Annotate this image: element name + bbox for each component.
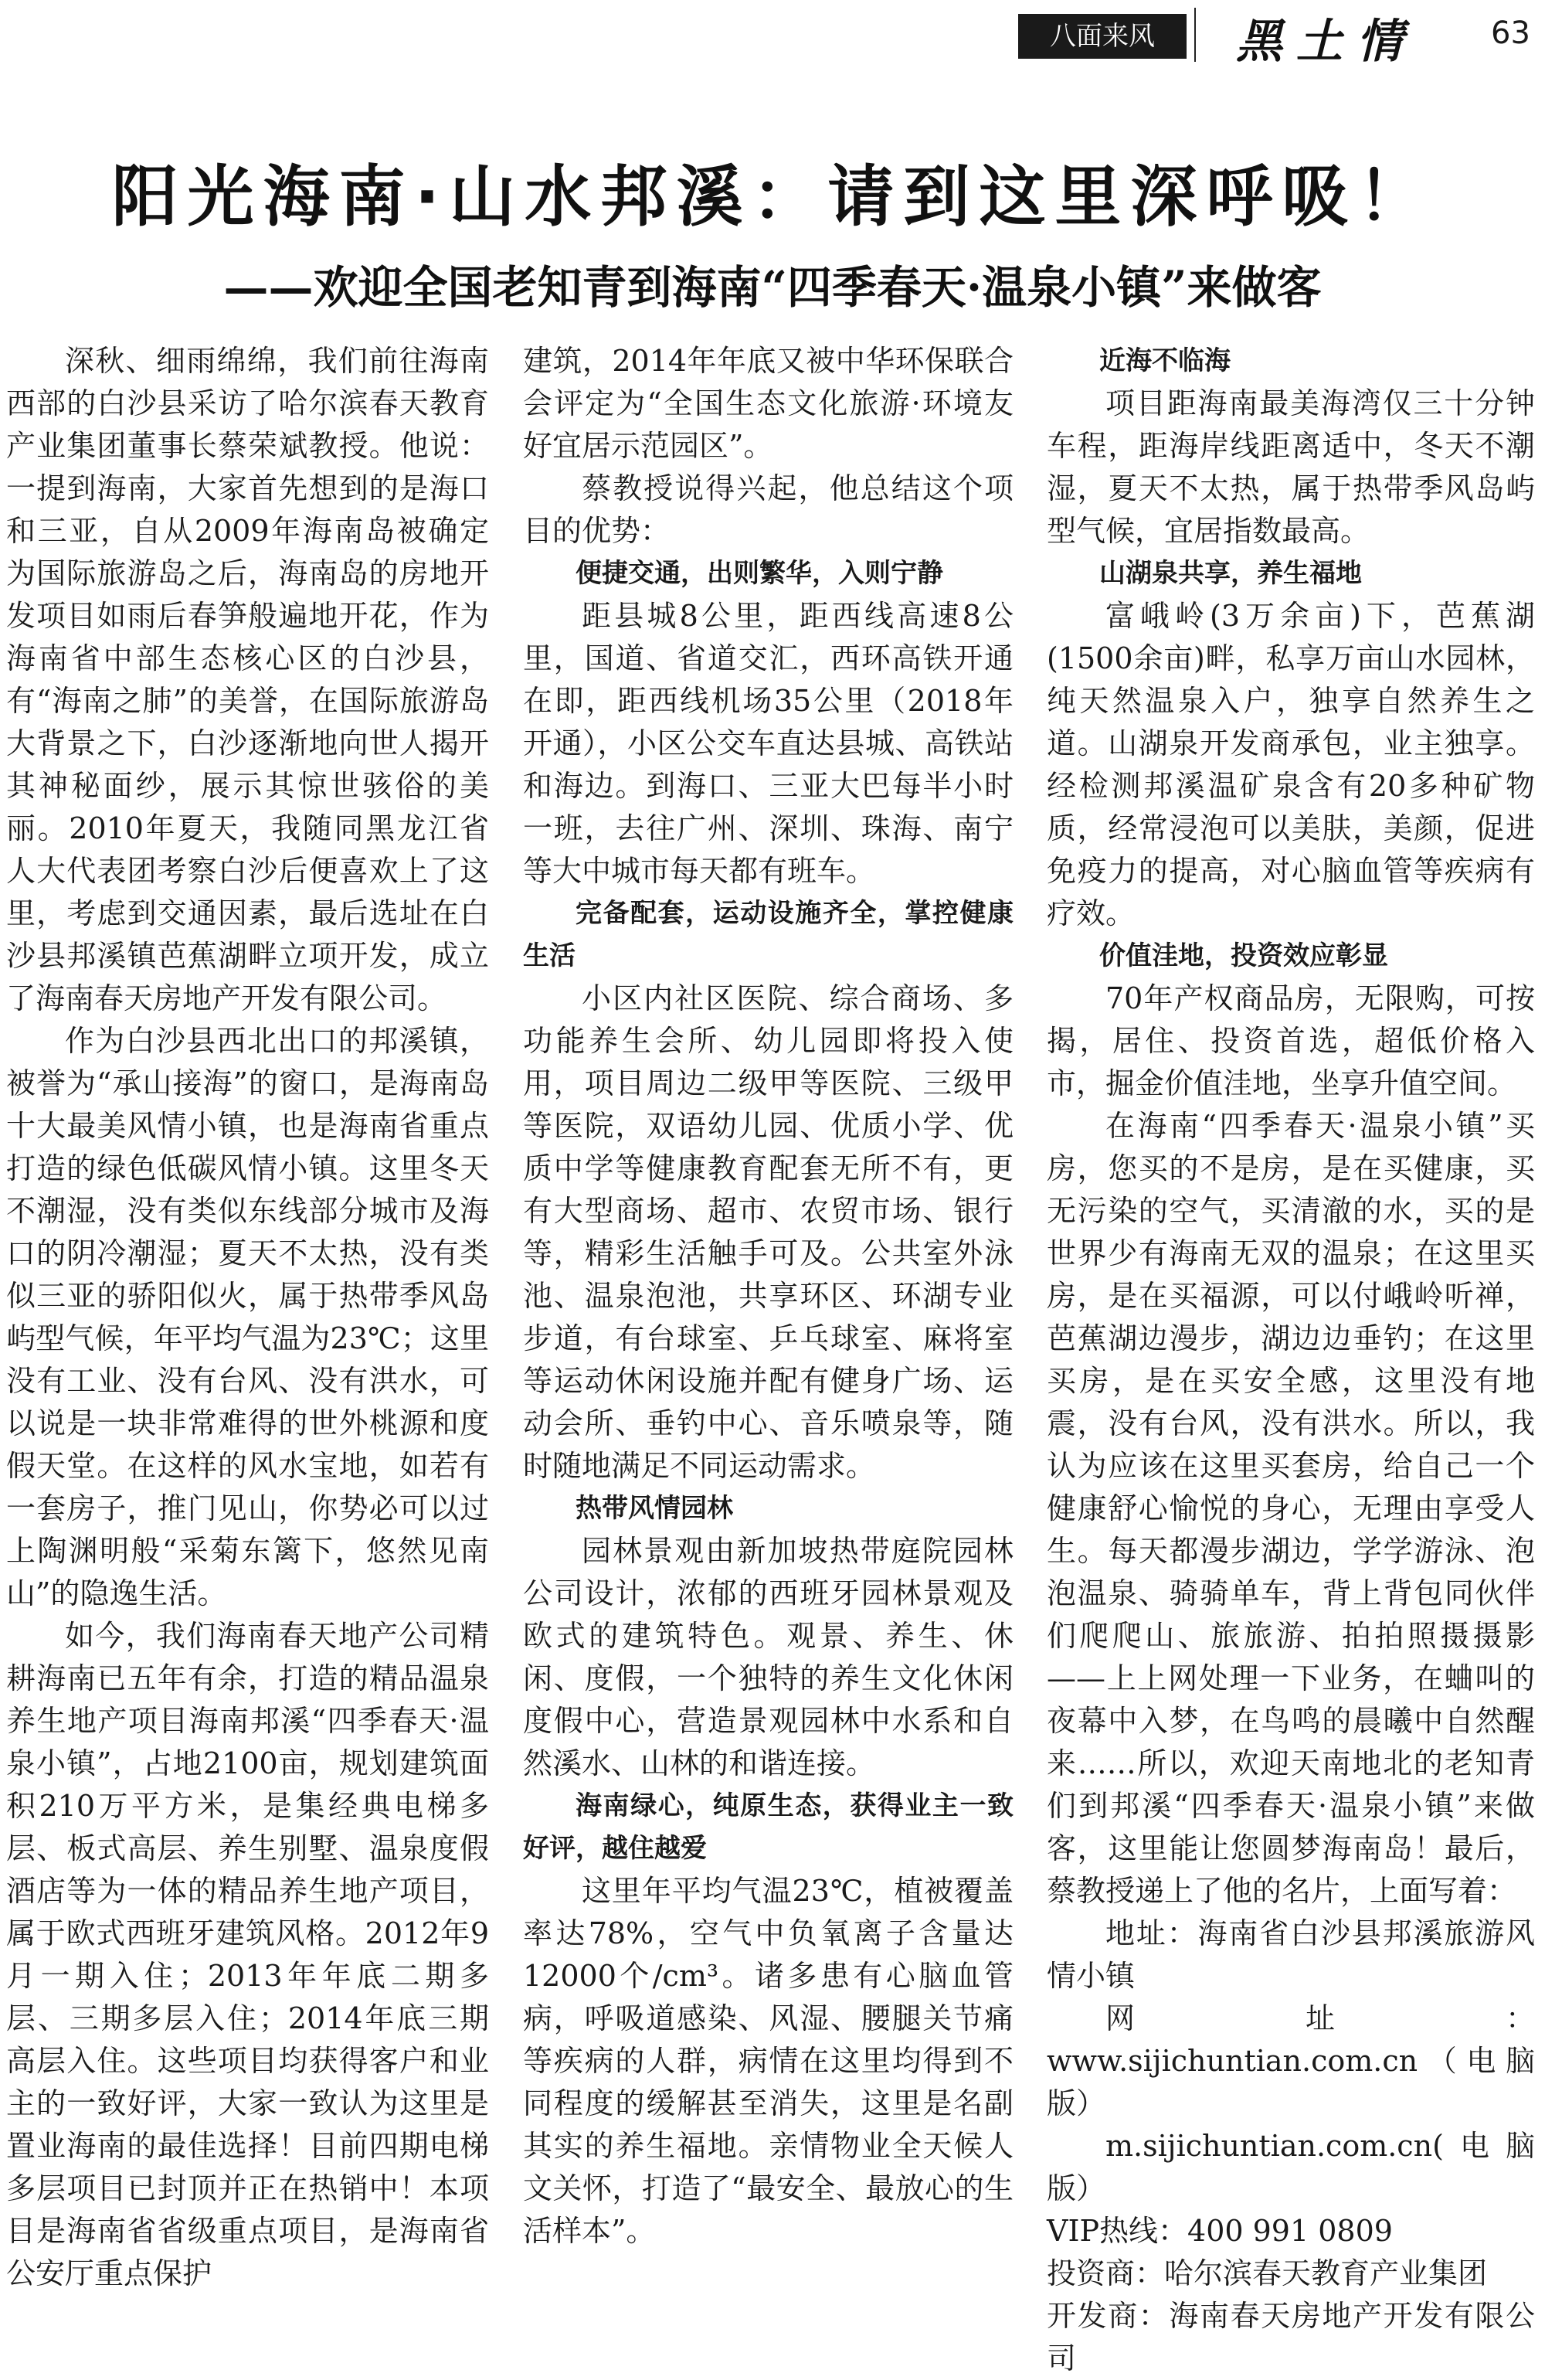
paragraph: 蔡教授说得兴起，他总结这个项目的优势：	[523, 471, 1014, 548]
section-heading: 海南绿心，纯原生态，获得业主一致好评，越住越爱	[523, 1790, 1014, 1864]
article-title: 阳光海南·山水邦溪：请到这里深呼吸！	[111, 158, 1434, 236]
paragraph: 小区内社区医院、综合商场、多功能养生会所、幼儿园即将投入使用，项目周边二级甲等医院、三级甲等医院，双语幼儿园、优质小学、优质中学等健康教育配套无所不有，更有大型商场、超市、农贸市场、银行等，精彩生活触手可及。公共室外泳池、温泉泡池，共享环区、环湖专业步道，有台球室、乒乓球室、麻将室等运动休闲设施并配有健身广场、运动会所、垂钓中心、音乐喷泉等，随时随地满足不同运动需求。	[523, 981, 1014, 1483]
article-subtitle: ——欢迎全国老知青到海南“四季春天·温泉小镇”来做客	[223, 261, 1322, 314]
article-body	[0, 340, 1545, 2375]
paragraph: 作为白沙县西北出口的邦溪镇，被誉为“承山接海”的窗口，是海南岛十大最美风情小镇，也是海南省重点打造的绿色低碳风情小镇。这里冬天不潮湿，没有类似东线部分城市及海口的阴冷潮湿；夏天不太热，没有类似三亚的骄阳似火，属于热带季风岛屿型气候，年平均气温为23℃；这里没有工业、没有台风、没有洪水，可以说是一块非常难得的世外桃源和度假天堂。在这样的风水宝地，如若有一套房子，推门见山，你势必可以过上陶渊明般“采菊东篱下，悠然见南山”的隐逸生活。	[6, 1024, 489, 1610]
column-1	[6, 340, 489, 2295]
section-heading: 便捷交通，出则繁华，入则宁静	[576, 558, 943, 589]
paragraph: 建筑，2014年年底又被中华环保联合会评定为“全国生态文化旅游·环境友好宜居示范园区”。	[523, 344, 1014, 463]
contact-developer: 开发商：海南春天房地产开发有限公司	[1047, 2299, 1535, 2375]
paragraph: 园林景观由新加坡热带庭院园林公司设计，浓郁的西班牙园林景观及欧式的建筑特色。观景、养生、休闲、度假，一个独特的养生文化休闲度假中心，营造景观园林中水系和自然溪水、山林的和谐连接。	[523, 1534, 1014, 1780]
contact-investor: 投资商：哈尔滨春天教育产业集团	[1047, 2256, 1488, 2290]
masthead-logo: 黑土情	[1236, 15, 1417, 69]
paragraph: 富峨岭(3万余亩)下，芭蕉湖(1500余亩)畔，私享万亩山水园林，纯天然温泉入户，独享自然养生之道。山湖泉开发商承包，业主独享。经检测邦溪温矿泉含有20多种矿物质，经常浸泡可以美肤，美颜，促进免疫力的提高，对心脑血管等疾病有疗效。	[1047, 599, 1535, 930]
column-2	[523, 340, 1014, 2252]
contact-hotline: VIP热线：400 991 0809	[1047, 2214, 1393, 2248]
section-tag: 八面来风	[1018, 14, 1187, 59]
paragraph: 这里年平均气温23℃，植被覆盖率达78%，空气中负氧离子含量达12000个/cm³。诸多患有心脑血管病，呼吸道感染、风湿、腰腿关节痛等疾病的人群，病情在这里均得到不同程度的缓解甚至消失，这里是名副其实的养生福地。亲情物业全天候人文关怀，打造了“最安全、最放心的生活样本”。	[523, 1874, 1014, 2248]
section-heading: 山湖泉共享，养生福地	[1099, 558, 1362, 589]
paragraph: 70年产权商品房，无限购，可按揭，居住、投资首选，超低价格入市，掘金价值洼地，坐享升值空间。	[1047, 981, 1535, 1100]
column-3	[1047, 340, 1535, 2380]
section-heading: 完备配套，运动设施齐全，掌控健康生活	[523, 898, 1014, 971]
paragraph: 距县城8公里，距西线高速8公里，国道、省道交汇，西环高铁开通在即，距西线机场35公里（2018年开通），小区公交车直达县城、高铁站和海边。到海口、三亚大巴每半小时一班，去往广州、深圳、珠海、南宁等大中城市每天都有班车。	[523, 599, 1014, 888]
paragraph: 深秋、细雨绵绵，我们前往海南西部的白沙县采访了哈尔滨春天教育产业集团董事长蔡荣斌教授。他说：一提到海南，大家首先想到的是海口和三亚，自从2009年海南岛被确定为国际旅游岛之后，海南岛的房地开发项目如雨后春笋般遍地开花，作为海南省中部生态核心区的白沙县，有“海南之肺”的美誉，在国际旅游岛大背景之下，白沙逐渐地向世人揭开其神秘面纱，展示其惊世骇俗的美丽。2010年夏天，我随同黑龙江省人大代表团考察白沙后便喜欢上了这里，考虑到交通因素，最后选址在白沙县邦溪镇芭蕉湖畔立项开发，成立了海南春天房地产开发有限公司。	[6, 344, 489, 1015]
contact-mobile-website: m.sijichuntian.com.cn(电脑版）	[1047, 2129, 1535, 2205]
section-heading: 价值洼地，投资效应彰显	[1099, 940, 1388, 971]
section-heading: 近海不临海	[1099, 345, 1231, 376]
paragraph: 在海南“四季春天·温泉小镇”买房，您买的不是房，是在买健康，买无污染的空气，买清澈的水，买的是世界少有海南无双的温泉；在这里买房，是在买福源，可以付峨岭听禅，芭蕉湖边漫步，湖边边垂钓；在这里买房，是在买安全感，这里没有地震，没有台风，没有洪水。所以，我认为应该在这里买套房，给自己一个健康舒心愉悦的身心，无理由享受人生。每天都漫步湖边，学学游泳、泡泡温泉、骑骑单车，背上背包同伙伴们爬爬山、旅旅游、拍拍照摄摄影——上上网处理一下业务，在蛐叫的夜幕中入梦，在鸟鸣的晨曦中自然醒来……所以，欢迎天南地北的老知青们到邦溪“四季春天·温泉小镇”来做客，这里能让您圆梦海南岛！最后，蔡教授递上了他的名片，上面写着：	[1047, 1109, 1535, 1908]
page-number: 63	[1491, 15, 1530, 51]
paragraph: 项目距海南最美海湾仅三十分钟车程，距海岸线距离适中，冬天不潮湿，夏天不太热，属于热带季风岛屿型气候，宜居指数最高。	[1047, 386, 1535, 548]
contact-website: 网址：www.sijichuntian.com.cn（电脑版）	[1047, 2001, 1535, 2120]
page-header	[0, 0, 1545, 74]
paragraph: 如今，我们海南春天地产公司精耕海南已五年有余，打造的精品温泉养生地产项目海南邦溪“四季春天·温泉小镇”，占地2100亩，规划建筑面积210万平方米，是集经典电梯多层、板式高层、养生别墅、温泉度假酒店等为一体的精品养生地产项目，属于欧式西班牙建筑风格。2012年9月一期入住；2013年年底二期多层、三期多层入住；2014年底三期高层入住。这些项目均获得客户和业主的一致好评，大家一致认为这里是置业海南的最佳选择！目前四期电梯多层项目已封顶并正在热销中！本项目是海南省省级重点项目，是海南省公安厅重点保护	[6, 1619, 489, 2290]
header-divider	[1194, 8, 1196, 62]
contact-address: 地址：海南省白沙县邦溪旅游风情小镇	[1047, 1916, 1535, 1993]
section-heading: 热带风情园林	[576, 1493, 733, 1524]
